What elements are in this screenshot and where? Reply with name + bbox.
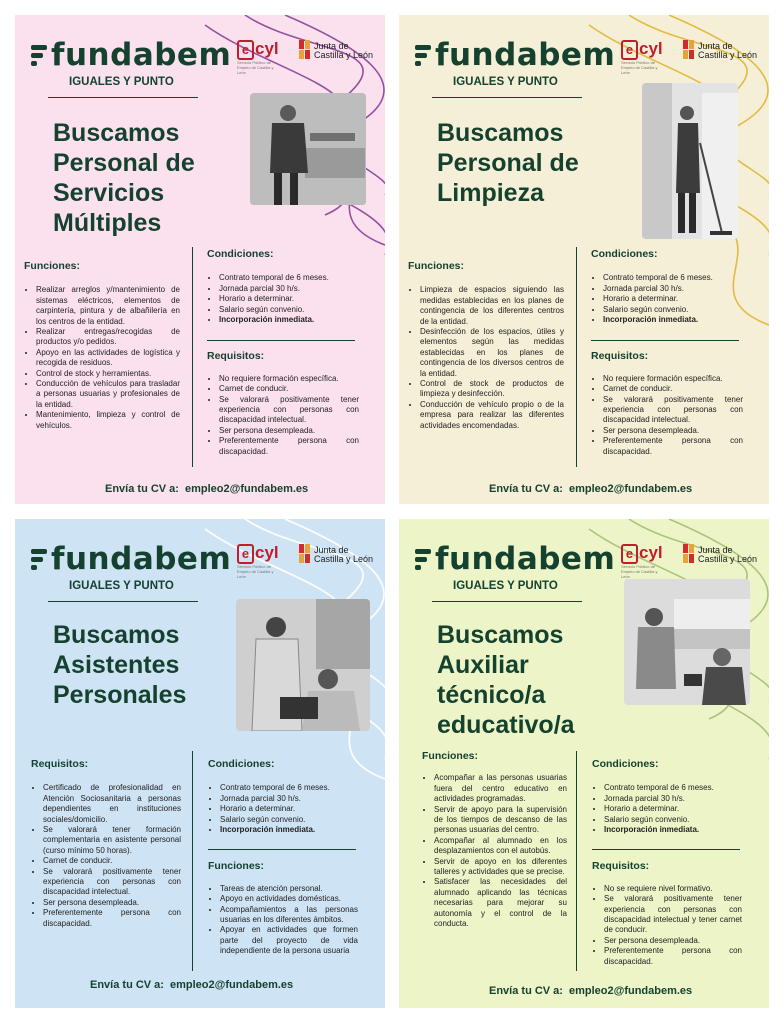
- list-item: • Acompañamientos a las personas usuarias en los diferentes ámbitos.: [220, 905, 358, 926]
- list-item: • Mantenimiento, limpieza y control de vehículos.: [36, 410, 180, 431]
- ecyl-logo: e cyl Servicio Público de Empleo de Castilla y León: [237, 39, 279, 75]
- section-heading: Condiciones:: [592, 758, 659, 770]
- list-item: • Ser persona desempleada.: [603, 426, 743, 436]
- list-item: • Conducción de vehículos para trasladar a personas usuarias y profesionales de la entidad.: [36, 379, 180, 410]
- list-item: • Desinfección de los espacios, útiles y elementos según las medidas establecidas en los planes de contingencia de los diversos centros de la entidad.: [420, 327, 564, 379]
- tagline: IGUALES Y PUNTO: [69, 580, 174, 592]
- section-divider: [591, 340, 739, 341]
- list-item: • Conducción de vehículo propio o de la empresa para realizar las diferentes actividades encomendadas.: [420, 400, 564, 431]
- left-column: [24, 261, 180, 431]
- section-divider: [207, 340, 355, 341]
- column-divider: [192, 751, 193, 971]
- left-column: [422, 751, 567, 930]
- partner-logos: e cyl Servicio Público de Empleo de Castilla y León Junta de Castilla y León: [621, 39, 758, 75]
- right-column: [208, 759, 358, 957]
- column-divider: [192, 247, 193, 467]
- right-column: [591, 249, 743, 457]
- list-item: • Se valorará positivamente tener experiencia con personas con discapacidad intelectual.: [219, 395, 359, 426]
- list-item: • Jornada parcial 30 h/s.: [220, 794, 358, 804]
- section-heading: Funciones:: [208, 860, 265, 873]
- section-divider: [208, 849, 356, 850]
- list-item: • Satisfacer las necesidades del alumnado aplicando las técnicas necesarias para mejorar su autonomía y el control de la conducta.: [434, 877, 567, 929]
- section-heading: Requisitos:: [31, 758, 89, 770]
- list-item: • Carnet de conducir.: [603, 384, 743, 394]
- list-item: • No se requiere nivel formativo.: [604, 884, 742, 894]
- tagline-underline: [432, 601, 582, 602]
- list-item: • Se valorará positivamente tener experiencia con personas con discapacidad intelectual.: [603, 395, 743, 426]
- fundabem-logo: fundabem: [415, 37, 615, 73]
- assistants-photo-icon: [236, 599, 370, 731]
- tagline-underline: [48, 601, 198, 602]
- list-item: • Salario según convenio.: [604, 815, 742, 825]
- list-item: • Apoyo en actividades domésticas.: [220, 894, 358, 904]
- junta-shield-icon: [299, 544, 311, 564]
- list-item: • Apoyo en las actividades de logística y recogida de residuos.: [36, 348, 180, 369]
- list-item: • Ser persona desempleada.: [43, 898, 181, 908]
- list-item: • Salario según convenio.: [603, 305, 743, 315]
- list-item: • No requiere formación específica.: [603, 374, 743, 384]
- list-item: • Realizar arreglos y/mantenimiento de sistemas eléctricos, elementos de carpintería, pintura y de albañilería en los centros de la entidad.: [36, 285, 180, 327]
- list-item: • Jornada parcial 30 h/s.: [603, 284, 743, 294]
- list-item: • Se valorará positivamente tener experiencia con personas con discapacidad intelectual y tener carnet de conducir.: [604, 894, 742, 936]
- list-item: • Carnet de conducir.: [43, 856, 181, 866]
- list-item: • Se valorará tener formación complementaria en asistente personal (curso mínimo 50 horas).: [43, 825, 181, 856]
- list-item: • Ser persona desempleada.: [604, 936, 742, 946]
- cv-contact: Envía tu CV a: empleo2@fundabem.es: [489, 985, 693, 997]
- fundabem-logo: fundabem: [31, 37, 231, 73]
- ecyl-logo: e cyl Servicio Público de Empleo de Castilla y León: [237, 543, 279, 579]
- list-item: • Acompañar al alumnado en los desplazamientos con el autobús.: [434, 836, 567, 857]
- cleaner-photo-icon: [642, 83, 738, 239]
- job-card-servicios-multiples: [15, 15, 385, 504]
- cv-contact: Envía tu CV a: empleo2@fundabem.es: [90, 979, 294, 991]
- partner-logos: e cyl Servicio Público de Empleo de Castilla y León Junta de Castilla y León: [237, 543, 374, 579]
- list-item: • Realizar entregas/recogidas de productos y/o pedidos.: [36, 327, 180, 348]
- list-item: • Contrato temporal de 6 meses.: [604, 783, 742, 793]
- worker-photo-icon: [250, 93, 366, 205]
- section-heading: Requisitos:: [591, 350, 649, 363]
- list-item: • Apoyar en actividades que formen parte del proyecto de vida independiente de la persona usuaria: [220, 925, 358, 956]
- fundabem-logo: fundabem: [415, 541, 615, 577]
- section-heading: Condiciones:: [208, 758, 275, 770]
- right-column: [207, 249, 359, 457]
- list-item: • Jornada parcial 30 h/s.: [219, 284, 359, 294]
- tagline: IGUALES Y PUNTO: [453, 76, 558, 88]
- list-item: • Servir de apoyo en los diferentes talleres y actividades que se precise.: [434, 857, 567, 878]
- section-divider: [592, 849, 740, 850]
- cv-contact: Envía tu CV a: empleo2@fundabem.es: [489, 483, 693, 495]
- list-item: • Horario a determinar.: [604, 804, 742, 814]
- job-card-asistentes-personales: [15, 519, 385, 1008]
- email-link[interactable]: empleo2@fundabem.es: [568, 985, 693, 997]
- fundabem-mark-icon: [415, 45, 433, 67]
- list-item: • Incorporación inmediata.: [220, 825, 358, 835]
- ecyl-logo: e cyl Servicio Público de Empleo de Castilla y León: [621, 39, 663, 75]
- job-card-auxiliar-tecnico-educativo: [399, 519, 769, 1008]
- list-item: • Acompañar a las personas usuarias fuera del centro educativo en actividades programadas.: [434, 773, 567, 804]
- list-item: • Preferentemente persona con discapacidad.: [604, 946, 742, 967]
- job-title: Buscamos Personal de Servicios Múltiples: [53, 119, 195, 237]
- fundabem-mark-icon: [31, 549, 49, 571]
- column-divider: [576, 751, 577, 971]
- cv-contact: Envía tu CV a: empleo2@fundabem.es: [105, 483, 309, 495]
- list-item: • Jornada parcial 30 h/s.: [604, 794, 742, 804]
- list-item: • Incorporación inmediata.: [604, 825, 742, 835]
- left-column: [408, 261, 564, 431]
- right-column: [592, 759, 742, 967]
- list-item: • Horario a determinar.: [220, 804, 358, 814]
- job-title: Buscamos Personal de Limpieza: [437, 119, 579, 207]
- junta-shield-icon: [299, 40, 311, 60]
- job-card-limpieza: [399, 15, 769, 504]
- fundabem-mark-icon: [31, 45, 49, 67]
- list-item: • Servir de apoyo para la supervisión de los tiempos de descanso de las personas usuarias del centro.: [434, 805, 567, 836]
- list-item: • Ser persona desempleada.: [219, 426, 359, 436]
- section-heading: Funciones:: [24, 260, 81, 272]
- left-column: [31, 759, 181, 929]
- junta-shield-icon: [683, 544, 695, 564]
- list-item: • Tareas de atención personal.: [220, 884, 358, 894]
- list-item: • Carnet de conducir.: [219, 384, 359, 394]
- list-item: • Salario según convenio.: [220, 815, 358, 825]
- list-item: • Preferentemente persona con discapacidad.: [603, 436, 743, 457]
- list-item: • Se valorará positivamente tener experiencia con personas con discapacidad intelectual.: [43, 867, 181, 898]
- partner-logos: e cyl Servicio Público de Empleo de Castilla y León Junta de Castilla y León: [237, 39, 374, 75]
- list-item: • Control de stock de productos de limpieza y desinfección.: [420, 379, 564, 400]
- list-item: • Certificado de profesionalidad en Atención Sociosanitaria a personas dependientes en instituciones sociales/domicilio.: [43, 783, 181, 825]
- list-item: • Control de stock y herramientas.: [36, 369, 180, 379]
- list-item: • Limpieza de espacios siguiendo las medidas establecidas en los planes de contingencia de los diferentes centros de la entidad.: [420, 285, 564, 327]
- section-heading: Funciones:: [422, 750, 479, 762]
- section-heading: Condiciones:: [591, 248, 658, 260]
- job-title: Buscamos Auxiliar técnico/a educativo/a: [437, 621, 575, 739]
- tagline: IGUALES Y PUNTO: [69, 76, 174, 88]
- email-link[interactable]: empleo2@fundabem.es: [169, 979, 294, 991]
- email-link[interactable]: empleo2@fundabem.es: [568, 483, 693, 495]
- list-item: • No requiere formación específica.: [219, 374, 359, 384]
- section-heading: Requisitos:: [592, 860, 650, 873]
- list-item: • Salario según convenio.: [219, 305, 359, 315]
- email-link[interactable]: empleo2@fundabem.es: [184, 483, 309, 495]
- list-item: • Preferentemente persona con discapacidad.: [219, 436, 359, 457]
- list-item: • Horario a determinar.: [219, 294, 359, 304]
- educator-photo-icon: [624, 579, 750, 705]
- list-item: • Incorporación inmediata.: [603, 315, 743, 325]
- ecyl-logo: e cyl Servicio Público de Empleo de Castilla y León: [621, 543, 663, 579]
- column-divider: [576, 247, 577, 467]
- job-title: Buscamos Asistentes Personales: [53, 621, 187, 709]
- list-item: • Contrato temporal de 6 meses.: [603, 273, 743, 283]
- fundabem-mark-icon: [415, 549, 433, 571]
- partner-logos: e cyl Servicio Público de Empleo de Castilla y León Junta de Castilla y León: [621, 543, 758, 579]
- junta-shield-icon: [683, 40, 695, 60]
- list-item: • Horario a determinar.: [603, 294, 743, 304]
- list-item: • Contrato temporal de 6 meses.: [219, 273, 359, 283]
- tagline-underline: [432, 97, 582, 98]
- section-heading: Requisitos:: [207, 350, 265, 363]
- list-item: • Incorporación inmediata.: [219, 315, 359, 325]
- tagline: IGUALES Y PUNTO: [453, 580, 558, 592]
- list-item: • Preferentemente persona con discapacidad.: [43, 908, 181, 929]
- list-item: • Contrato temporal de 6 meses.: [220, 783, 358, 793]
- fundabem-logo: fundabem: [31, 541, 231, 577]
- section-heading: Condiciones:: [207, 248, 274, 260]
- section-heading: Funciones:: [408, 260, 465, 272]
- tagline-underline: [48, 97, 198, 98]
